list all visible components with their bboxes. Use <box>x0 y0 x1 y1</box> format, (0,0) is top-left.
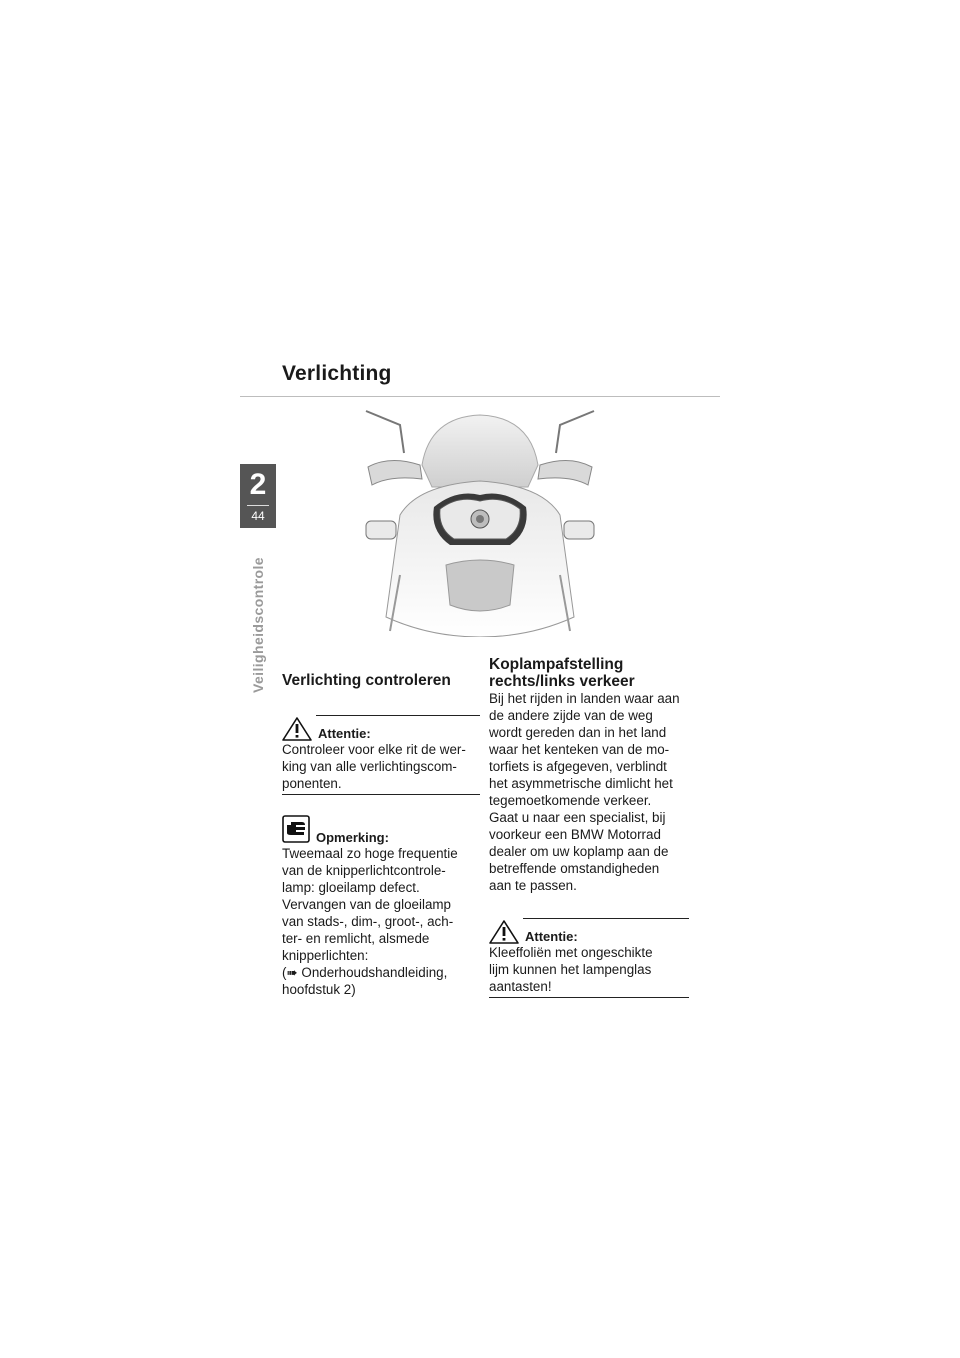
warning-top-rule <box>316 715 480 716</box>
chapter-tab-divider <box>247 505 269 506</box>
section-heading-headlight-adjustment: Koplampafstelling rechts/links verkeer <box>489 656 635 690</box>
warning-label: Attentie: <box>318 726 371 741</box>
warning-label: Attentie: <box>525 929 578 944</box>
page-title: Verlichting <box>282 362 392 385</box>
warning-text: Controleer voor elke rit de wer- king van alle verlichtingscom- ponenten. <box>282 742 466 791</box>
right-column <box>489 656 689 998</box>
remark-hand-icon <box>282 815 310 843</box>
warning-bottom-rule <box>282 794 480 795</box>
page-number: 44 <box>251 509 265 523</box>
title-divider <box>240 396 720 397</box>
headlight-adjustment-text: Bij het rijden in landen waar aan de andere zijde van de weg wordt gereden dan in het land waar het kenteken van de mo- torfiets is afgegeven, verblindt het asymmetrische dimlicht het tegemoetkomende verkeer. Gaat u naar een specialist, bij voorkeur een BMW Motorrad dealer om uw koplamp aan de betreffende omstandigheden aan te passen. <box>489 691 680 893</box>
warning-note <box>489 918 689 998</box>
warning-triangle-icon <box>489 920 519 944</box>
left-column <box>282 672 480 998</box>
chapter-side-label: Veiligheidscontrole <box>250 557 266 693</box>
motorcycle-headlight-illustration <box>360 405 600 637</box>
chapter-number: 2 <box>249 468 267 501</box>
section-heading-lights-check: Verlichting controleren <box>282 672 451 689</box>
warning-top-rule <box>523 918 689 919</box>
remark-label: Opmerking: <box>316 830 389 845</box>
warning-text: Kleeffoliën met ongeschikte lijm kunnen het lampenglas aantasten! <box>489 945 653 994</box>
warning-bottom-rule <box>489 997 689 998</box>
warning-note <box>282 715 480 795</box>
remark-text: Tweemaal zo hoge frequentie van de knipperlichtcontrole- lamp: gloeilamp defect. Vervangen van de gloeilamp van stads-, dim-, groot-, ach- ter- en remlicht, alsmede knipperlichten: (➠ Onderhoudshandleiding, hoofdstuk 2) <box>282 846 458 997</box>
warning-triangle-icon <box>282 717 312 741</box>
remark-note <box>282 815 480 998</box>
